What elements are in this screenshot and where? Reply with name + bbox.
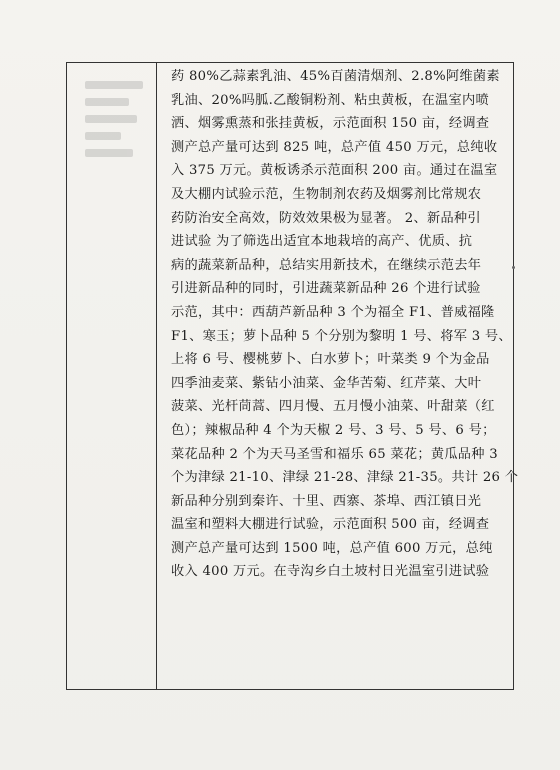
bleed-through-marks bbox=[85, 81, 145, 191]
text-line: 病的蔬菜新品种，总结实用新技术，在继续示范去年 bbox=[171, 257, 482, 273]
table-label-column bbox=[67, 63, 157, 689]
report-table bbox=[66, 62, 519, 690]
text-line: F1、寒玉；萝卜品种 5 个分别为黎明 1 号、将军 3 号、 bbox=[171, 328, 512, 344]
text-line: 入 375 万元。黄板诱杀示范面积 200 亩。通过在温室 bbox=[171, 163, 498, 179]
text-line: 四季油麦菜、紫钻小油菜、金华苦菊、红芹菜、大叶 bbox=[171, 375, 482, 391]
text-line: 测产总产量可达到 825 吨，总产值 450 万元，总纯收 bbox=[171, 139, 498, 155]
text-line: 及大棚内试验示范，生物制剂农药及烟雾剂比常规农 bbox=[171, 186, 482, 202]
text-line: 收入 400 万元。在寺沟乡白土坡村日光温室引进试验 bbox=[171, 564, 490, 580]
text-line: 温室和塑料大棚进行试验，示范面积 500 亩，经调查 bbox=[171, 517, 490, 533]
text-line: 乳油、20%吗胍.乙酸铜粉剂、粘虫黄板，在温室内喷 bbox=[171, 92, 489, 108]
text-line: 新品种分别到秦许、十里、西寨、茶埠、西江镇日光 bbox=[171, 493, 482, 509]
text-line: 上将 6 号、樱桃萝卜、白水萝卜；叶菜类 9 个为金品 bbox=[171, 352, 490, 368]
ink-speck bbox=[512, 266, 515, 269]
body-text bbox=[171, 65, 519, 584]
text-line: 个为津绿 21-10、津绿 21-28、津绿 21-35。共计 26 个 bbox=[171, 470, 519, 486]
text-line: 引进新品种的同时，引进蔬菜新品种 26 个进行试验 bbox=[171, 281, 481, 297]
text-line: 菜花品种 2 个为天马圣雪和福乐 65 菜花；黄瓜品种 3 bbox=[171, 446, 498, 462]
text-line: 进试验 为了筛选出适宜本地栽培的高产、优质、抗 bbox=[171, 234, 473, 250]
text-line: 测产总产量可达到 1500 吨，总产值 600 万元，总纯 bbox=[171, 540, 493, 556]
text-line: 色）；辣椒品种 4 个为天椒 2 号、3 号、5 号、6 号； bbox=[171, 422, 496, 438]
text-line: 药防治安全高效，防效效果极为显著。 2、新品种引 bbox=[171, 210, 481, 226]
text-line: 示范，其中：西葫芦新品种 3 个为福全 F1、普威福隆 bbox=[171, 304, 495, 320]
text-line: 药 80%乙蒜素乳油、45%百菌清烟剂、2.8%阿维菌素 bbox=[171, 69, 500, 84]
text-line: 菠菜、光杆茼蒿、四月慢、五月慢小油菜、叶甜菜（红 bbox=[171, 399, 495, 415]
text-line: 洒、烟雾熏蒸和张挂黄板，示范面积 150 亩，经调查 bbox=[171, 116, 490, 132]
